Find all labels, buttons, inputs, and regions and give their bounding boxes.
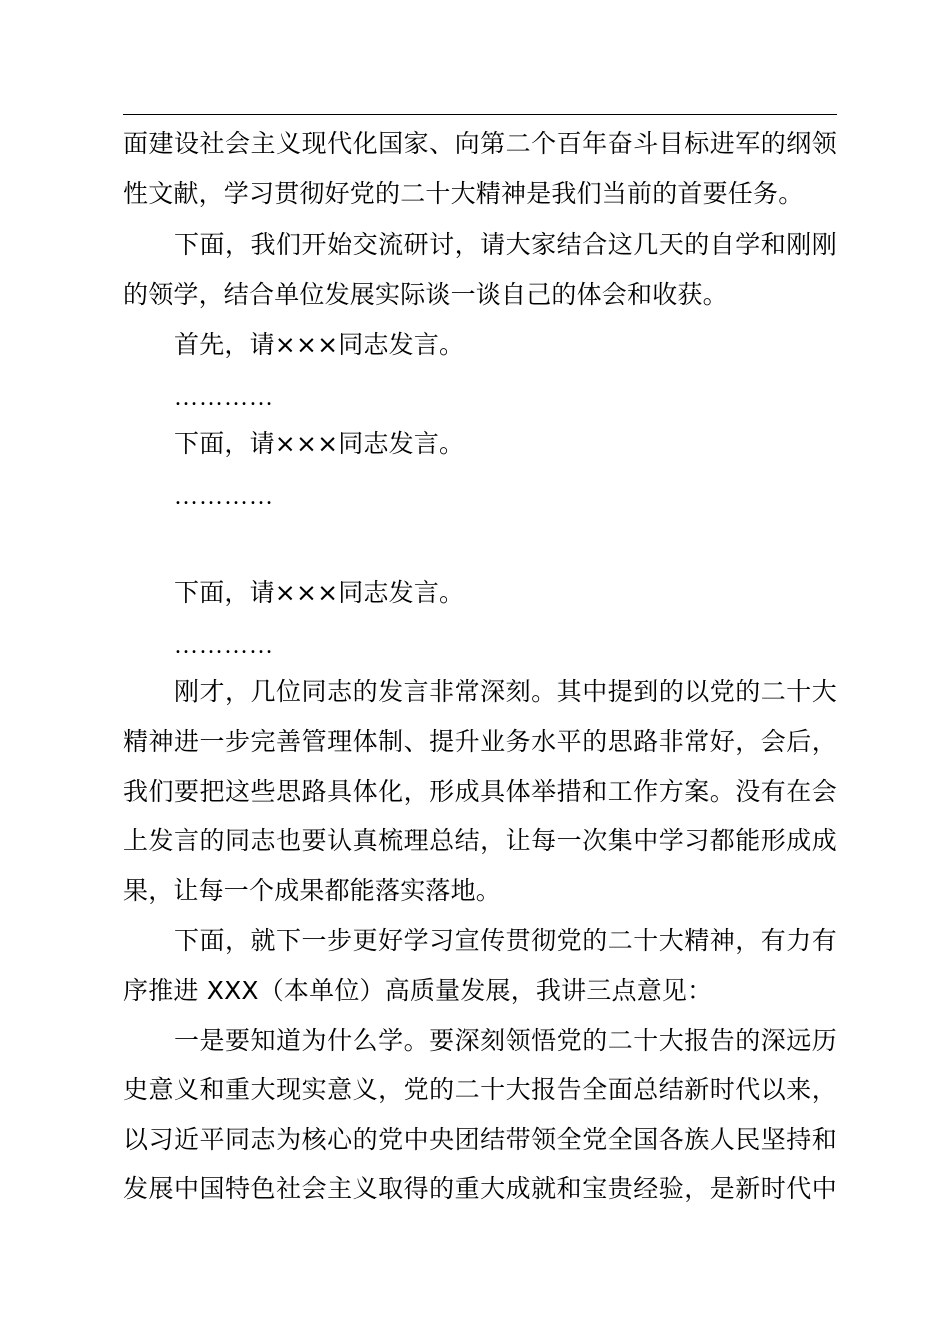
paragraph-line: 序推进 XXX（本单位）高质量发展，我讲三点意见：	[123, 976, 713, 1005]
paragraph-line: 下面，请×××同志发言。	[174, 578, 465, 607]
paragraph-line: 面建设社会主义现代化国家、向第二个百年奋斗目标进军的纲领	[123, 129, 837, 158]
paragraph-line: 史意义和重大现实意义，党的二十大报告全面总结新时代以来，	[123, 1075, 837, 1104]
paragraph-line: 发展中国特色社会主义取得的重大成就和宝贵经验，是新时代中	[123, 1174, 837, 1203]
paragraph-line: 以习近平同志为核心的党中央团结带领全党全国各族人民坚持和	[123, 1125, 837, 1154]
ellipsis-line: …………	[174, 484, 274, 510]
ellipsis-line: …………	[174, 385, 274, 411]
paragraph-line: 上发言的同志也要认真梳理总结，让每一次集中学习都能形成成	[123, 826, 837, 855]
ellipsis-line: …………	[174, 633, 274, 659]
paragraph-line: 下面，就下一步更好学习宣传贯彻党的二十大精神，有力有	[174, 926, 837, 955]
header-rule	[123, 114, 837, 115]
paragraph-line: 一是要知道为什么学。要深刻领悟党的二十大报告的深远历	[174, 1026, 837, 1055]
paragraph-line: 下面，请×××同志发言。	[174, 429, 465, 458]
paragraph-line: 果，让每一个成果都能落实落地。	[123, 876, 502, 905]
paragraph-line: 下面，我们开始交流研讨，请大家结合这几天的自学和刚刚	[174, 230, 837, 259]
paragraph-line: 性文献，学习贯彻好党的二十大精神是我们当前的首要任务。	[123, 179, 804, 208]
paragraph-line: 刚才，几位同志的发言非常深刻。其中提到的以党的二十大	[174, 677, 837, 706]
paragraph-line: 首先，请×××同志发言。	[174, 330, 465, 359]
paragraph-line: 的领学，结合单位发展实际谈一谈自己的体会和收获。	[123, 280, 728, 309]
paragraph-line: 我们要把这些思路具体化，形成具体举措和工作方案。没有在会	[123, 777, 837, 806]
paragraph-line: 精神进一步完善管理体制、提升业务水平的思路非常好，会后，	[123, 727, 837, 756]
